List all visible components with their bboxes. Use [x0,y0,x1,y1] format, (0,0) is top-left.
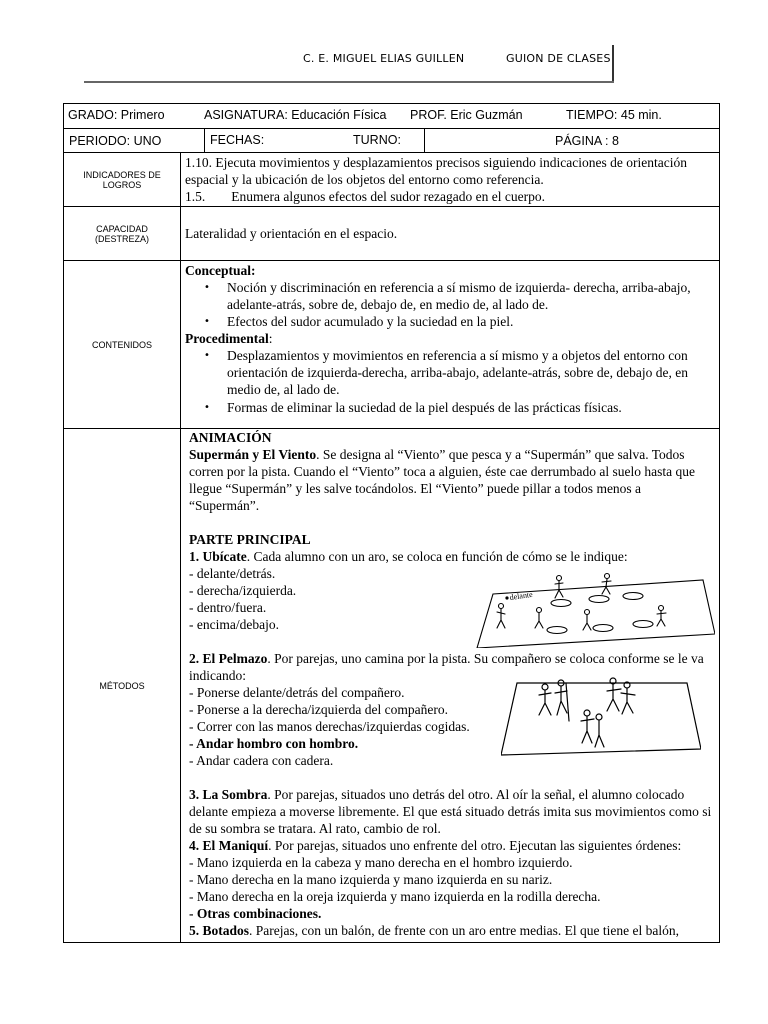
list-item: - dentro/fuera. [189,600,267,615]
hoops-court-sketch [475,572,715,648]
list-item: - Correr con las manos derechas/izquierdas cogidas. [189,719,470,734]
indicador-1: 1.10. Ejecuta movimientos y desplazamientos precisos siguiendo indicaciones de orientación espacial y la ubicación de los objetos del entorno como referencia. [185,155,687,187]
list-item: • Desplazamientos y movimientos en referencia a sí mismo y a objetos del entorno con orientación de izquierda-derecha, arriba-abajo, adelante-atrás, sobre de, debajo de, en medio de, al lado de. [227,347,713,398]
prof-field: PROF. Eric Guzmán [410,108,523,122]
list-item: - delante/detrás. [189,566,276,581]
ubicate-paragraph: 1. Ubícate. Cada alumno con un aro, se coloca en función de cómo se le indique: [189,549,628,564]
parte-principal-title: PARTE PRINCIPAL [189,532,311,547]
procedimental-title: Procedimental: [185,331,273,346]
document-type: GUION DE CLASES [506,52,611,65]
list-item: - Mano derecha en la oreja izquierda y mano izquierda en la rodilla derecha. [189,889,601,904]
list-item: - Ponerse a la derecha/izquierda del compañero. [189,702,448,717]
metodos-label: MÉTODOS [64,429,181,943]
list-item: - Mano derecha en la mano izquierda y mano izquierda en su nariz. [189,872,553,887]
info-row-1 [64,104,720,129]
turno-field: TURNO: [353,132,401,147]
indicadores-label: INDICADORES DE LOGROS [64,153,181,207]
maniqui-paragraph: 4. El Maniquí. Por parejas, situados uno enfrente del otro. Ejecutan las siguientes órdenes: [189,838,682,853]
list-item: • Noción y discriminación en referencia a sí mismo de izquierda- derecha, arriba-abajo, adelante-atrás, sobre de, debajo de, en medio de, al lado de. [227,279,713,313]
info-row-2 [64,129,720,153]
periodo-field: PERIODO: UNO [64,129,205,153]
tiempo-field: TIEMPO: 45 min. [566,108,662,122]
list-item: - Ponerse delante/detrás del compañero. [189,685,405,700]
list-item: • Efectos del sudor acumulado y la suciedad en la piel. [227,313,713,330]
list-item: - Andar hombro con hombro. [189,736,359,751]
metodos-row [64,429,720,943]
capacidad-label: CAPACIDAD (DESTREZA) [64,207,181,261]
header-divider-horizontal [84,81,614,83]
asignatura-field: ASIGNATURA: Educación Física [204,108,387,122]
pagina-field: PÁGINA : 8 [425,129,720,153]
list-item: - Mano izquierda en la cabeza y mano derecha en el hombro izquierdo. [189,855,573,870]
list-item: - encima/debajo. [189,617,279,632]
indicador-2: 1.5. Enumera algunos efectos del sudor rezagado en el cuerpo. [185,189,545,204]
pelmazo-paragraph: 2. El Pelmazo. Por parejas, uno camina por la pista. Su compañero se coloca conforme se le va indicando: [189,651,704,683]
list-item: - Andar cadera con cadera. [189,753,334,768]
botados-paragraph: 5. Botados. Parejas, con un balón, de frente con un aro entre medias. El que tiene el balón, [189,923,679,938]
list-item: • Formas de eliminar la suciedad de la piel después de las prácticas físicas. [227,399,713,416]
list-item: - derecha/izquierda. [189,583,297,598]
delante-label: delante [509,589,534,602]
supermen-paragraph: Supermán y El Viento. Se designa al “Viento” que pesca y a “Supermán” que salva. Todos corren por la pista. Cuando el “Viento” toca a alguien, éste cae derrumbado al suelo hasta que llegue “Supermán” y les salve tocándolos. El “Viento” puede pillar a todos menos a “Supermán”. [189,447,695,513]
header-divider-vertical [612,45,614,83]
lesson-plan-table [63,103,720,943]
capacidad-text: Lateralidad y orientación en el espacio. [181,207,720,261]
animacion-title: ANIMACIÓN [189,430,272,445]
capacidad-row [64,207,720,261]
pairs-court-sketch [501,669,701,757]
list-item: - Otras combinaciones. [189,906,322,921]
sombra-paragraph: 3. La Sombra. Por parejas, situados uno detrás del otro. Al oír la señal, el alumno colocado delante empieza a moverse libremente. El que está situado detrás imita sus movimientos como si de su sombra se tratara. Al rato, cambio de rol. [189,787,712,836]
fechas-field: FECHAS: [210,132,265,147]
procedimental-list [185,347,713,416]
grado-field: GRADO: Primero [68,108,165,122]
indicadores-row [64,153,720,207]
conceptual-list [185,279,713,330]
contenidos-row [64,261,720,429]
conceptual-title: Conceptual: [185,263,256,278]
contenidos-label: CONTENIDOS [64,261,181,429]
school-name: C. E. MIGUEL ELIAS GUILLEN [303,52,465,65]
